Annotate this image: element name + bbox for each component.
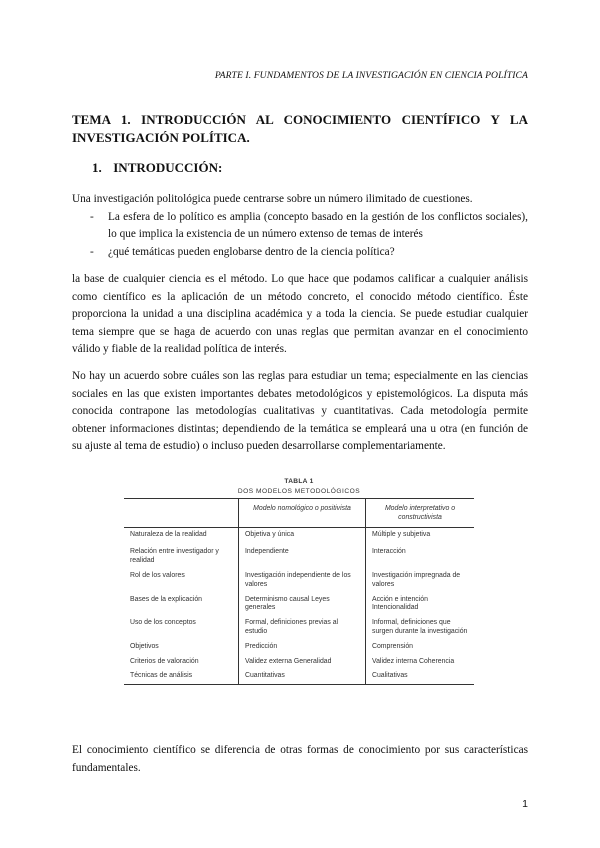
table-cell: Naturaleza de la realidad (130, 530, 207, 538)
table-cell: Predicción (239, 640, 366, 655)
running-header: PARTE I. FUNDAMENTOS DE LA INVESTIGACIÓN EN CIENCIA POLÍTICA (214, 70, 528, 81)
table-cell: Relación entre investigador y realidad (130, 548, 219, 565)
table-cell: Investigación independiente de los valores (239, 569, 366, 593)
table-cell: Formal, definiciones previas al estudio (239, 616, 366, 640)
table-cell: Múltiple y subjetiva (366, 527, 475, 542)
table-row (124, 569, 474, 593)
table-cell: Bases de la explicación (130, 595, 203, 603)
table-cell: Rol de los valores (130, 571, 185, 579)
bullet-dash: - (90, 210, 94, 223)
paragraph: la base de cualquier ciencia es el método. Lo que hace que podamos calificar a cualquier análisis como científico es la aplicación de un método concreto, el conocido método científico. Éste proporciona la unidad a una disciplina académica y a toda la ciencia. Se puede estudiar cualquier tema siempre que se haga de acuerdo con unas reglas que permitan avanzar en el conocimiento válido y fiable de la realidad política de interés. (72, 273, 528, 355)
table-cell: Independiente (239, 542, 366, 569)
table-cell: Acción e intención Intencionalidad (366, 593, 475, 617)
intro-block (72, 191, 528, 261)
table-title: TABLA 1 (284, 478, 314, 485)
table-cell: Investigación impregnada de valores (366, 569, 475, 593)
table-row (124, 655, 474, 670)
table-row (124, 669, 474, 684)
list-item (72, 244, 528, 262)
table-cell: Cualitativas (366, 669, 475, 684)
methodology-table (124, 498, 474, 685)
table-cell: Uso de los conceptos (130, 619, 196, 627)
table-row (124, 593, 474, 617)
section-title: INTRODUCCIÓN: (113, 160, 223, 175)
table-cell: Objetivos (130, 642, 159, 650)
list-item-text: ¿qué temáticas pueden englobarse dentro de la ciencia política? (108, 245, 395, 258)
section-heading (92, 160, 222, 176)
table-row (124, 640, 474, 655)
paragraph: El conocimiento científico se diferencia de otras formas de conocimiento por sus características fundamentales. (72, 744, 528, 774)
table-row (124, 542, 474, 569)
table-row (124, 527, 474, 542)
bullet-list (72, 209, 528, 262)
table-subtitle: DOS MODELOS METODOLÓGICOS (237, 488, 361, 495)
table-header-cell (124, 499, 239, 528)
bullet-dash: - (90, 245, 94, 258)
table-header-row (124, 499, 474, 528)
table-cell: Validez externa Generalidad (239, 655, 366, 670)
paragraph: No hay un acuerdo sobre cuáles son las reglas para estudiar un tema; especialmente en las ciencias sociales en las que existen importantes debates metodológicos y epistemológicos. La disputa más conocida contrapone las metodologías cualitativas y cuantitativas. Cada metodología permite obtener informaciones distintas; dependiendo de la temática se empleará una u otra (en función de su ajuste al tema de estudio) o incluso pueden desarrollarse complementariamente. (72, 370, 528, 452)
chapter-title: TEMA 1. INTRODUCCIÓN AL CONOCIMIENTO CIENTÍFICO Y LA INVESTIGACIÓN POLÍTICA. (72, 112, 528, 145)
list-item-text: La esfera de lo político es amplia (concepto basado en la gestión de los conflictos sociales), lo que implica la existencia de un número extenso de temas de interés (108, 210, 528, 240)
table-header-cell: Modelo interpretativo o constructivista (366, 499, 475, 528)
methodology-table-figure (124, 478, 474, 685)
table-cell: Criterios de valoración (130, 657, 199, 665)
paragraph: Una investigación politológica puede centrarse sobre un número ilimitado de cuestiones. (72, 193, 473, 205)
table-row (124, 616, 474, 640)
table-cell: Determinismo causal Leyes generales (239, 593, 366, 617)
table-cell: Comprensión (366, 640, 475, 655)
list-item (72, 209, 528, 244)
section-number: 1. (92, 160, 102, 175)
table-cell: Cuantitativas (239, 669, 366, 684)
table-cell: Objetiva y única (239, 527, 366, 542)
table-cell: Validez interna Coherencia (366, 655, 475, 670)
table-cell: Interacción (366, 542, 475, 569)
table-header-cell: Modelo nomológico o positivista (239, 499, 366, 528)
page-number: 1 (522, 798, 528, 810)
table-cell: Técnicas de análisis (130, 672, 193, 680)
table-cell: Informal, definiciones que surgen durante la investigación (366, 616, 475, 640)
